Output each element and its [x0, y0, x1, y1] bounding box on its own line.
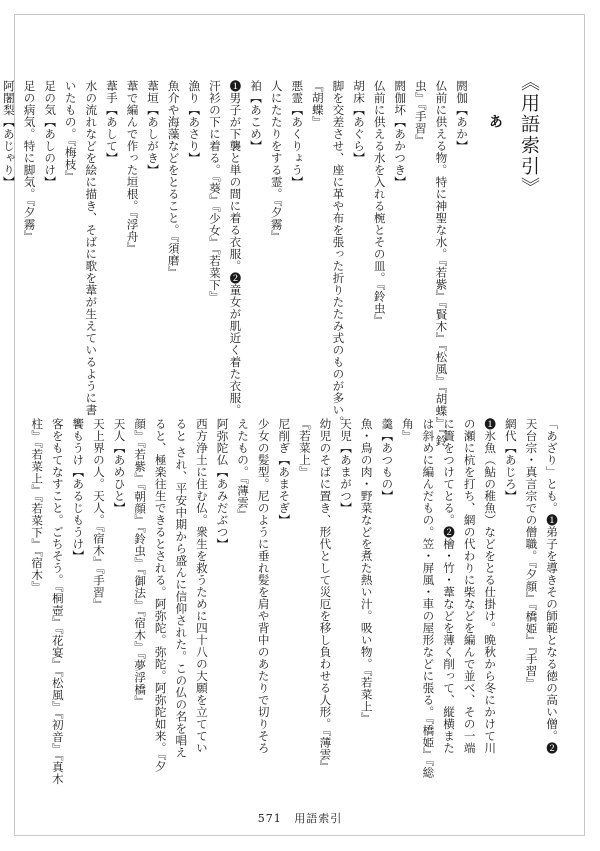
page-number: 571 [257, 812, 282, 825]
entry-line: 閼伽【あか】 [455, 80, 469, 152]
entry-line: 虫』『手習』 [413, 80, 428, 147]
index-entries-lower [30, 418, 562, 785]
entry-line: 葦手【あして】 [104, 80, 119, 164]
entry-line: いたもの。『梅枝』 [63, 80, 78, 183]
entry-line: えたもの。『薄雲』 [236, 418, 251, 521]
entry-line: 「あざり」とも。❶弟子を導きその師範となる徳の高い僧。❷ [545, 418, 559, 754]
entry-line: 仏前に供える物。特に神聖な水。『若紫』『賢木』『松風』『胡蝶』『鈴 [434, 80, 449, 447]
entry-line: 悪霊【あくりょう】 [290, 80, 305, 188]
entry-line: 仏前に供える水を入れる椀とその皿。『鈴虫』 [372, 80, 387, 327]
entry-line: 顔』『若紫』『朝顔』『鈴虫』『御法』『宿木』『夢浮橋』 [133, 418, 148, 708]
entry-line: 柱』『若菜上』『若菜下』『宿木』 [30, 418, 45, 593]
entry-line: 人にたたりをする霊。『夕霧』 [269, 80, 284, 243]
entry-line: 魚・鳥の肉・野菜などを煮た熱い汁。吸い物。『若菜上』 [359, 418, 374, 725]
entry-line: 葦で編んで作った垣根。『浮舟』 [125, 80, 140, 255]
entry-line: 葦垣【あしがき】 [146, 80, 161, 176]
entry-line: 羹【あつもの】 [380, 418, 395, 502]
entry-line: 漁り【あさり】 [187, 80, 202, 164]
entry-line: ると、極楽往生できるとされる。阿弥陀。弥陀。阿弥陀如来。『夕 [153, 418, 168, 773]
entry-line: 水の流れなどを絵に描き、そばに歌を葦が生えているように書 [84, 80, 99, 416]
entry-line: 網代【あじろ】 [503, 418, 518, 502]
entry-line: 阿闍梨【あじゃり】 [1, 80, 16, 188]
entry-line: の瀬に杭を打ち、網の代わりに柴などを編んで並べ、その一端 [462, 418, 477, 754]
entry-line: 足の気【あしのけ】 [43, 80, 58, 188]
entry-line: 袙【あこめ】 [249, 80, 264, 152]
entry-line: 幼児のそばに置き、形代として災厄を移し負わせる人形。『薄雲』 [318, 418, 333, 773]
entry-line: 天上界の人。天人。『宿木』『手習』 [91, 418, 106, 611]
entry-line: 天人【あめひと】 [112, 418, 127, 514]
running-head: 用語索引 [294, 812, 343, 825]
kana-section-heading: あ [487, 114, 503, 128]
entry-line: ると され、平安中期から盛んに信仰された。この仏の名を唱え [174, 418, 189, 759]
entry-line: 胡床【あぐら】 [352, 80, 367, 164]
entry-line: 西方浄土に住む仏。衆生を救うために四十八の大願を立ててい [194, 418, 209, 754]
entry-line: 足の病気。特に脚気。『夕霧』 [22, 80, 37, 243]
entry-line: 少女の髪型。尼のように垂れ髪を肩や背中のあたりで切りそろ [256, 418, 271, 754]
entry-line: 饗もうけ【あるじもうけ】 [71, 418, 86, 562]
entry-line: ❶男子が下襲と単の間に着る衣服。❷童女が肌近く着た衣服。 [228, 80, 243, 416]
entry-line: 尼削ぎ【あまそぎ】 [277, 418, 292, 526]
entry-line: 脚を交差させ、座に革や布を張った折りたたみ式のものが多い。 [331, 80, 346, 428]
entry-line: 客をもてなすこと。ごちそう。『桐壺』『花宴』『松風』『初音』『真木 [50, 418, 65, 785]
entry-line: 阿弥陀仏【あみだぶつ】 [215, 418, 230, 550]
entry-line: 角』 [400, 418, 415, 442]
index-title: 《用語索引》 [518, 72, 540, 198]
entry-line: 閼伽坏【あかつき】 [393, 80, 408, 188]
entry-line: 汗衫の下に着る。『葵』『少女』『若菜下』 [207, 80, 222, 303]
entry-line: 『若菜上』 [297, 418, 312, 478]
entry-line: 『胡蝶』 [310, 80, 325, 128]
entry-line: は斜めに編んだもの。笠・屏風・車の屋形などに張る。『橋姫』『総 [421, 418, 436, 779]
entry-line: に簀をつけてとる。❷檜・竹・葦などを薄く削って、縦横また [442, 418, 457, 754]
page-footer [0, 810, 600, 826]
entry-line: 天台宗・真言宗での僧職。『夕顔』『橋姫』『手習』 [524, 418, 539, 689]
entry-line: 天児【あまがつ】 [339, 418, 354, 514]
entry-line: 魚介や海藻などをとること。『須磨』 [166, 80, 181, 279]
entry-line: ❶氷魚（鮎の稚魚）などをとる仕掛け。晩秋から冬にかけて川 [483, 418, 498, 754]
index-entries-upper [1, 80, 472, 447]
